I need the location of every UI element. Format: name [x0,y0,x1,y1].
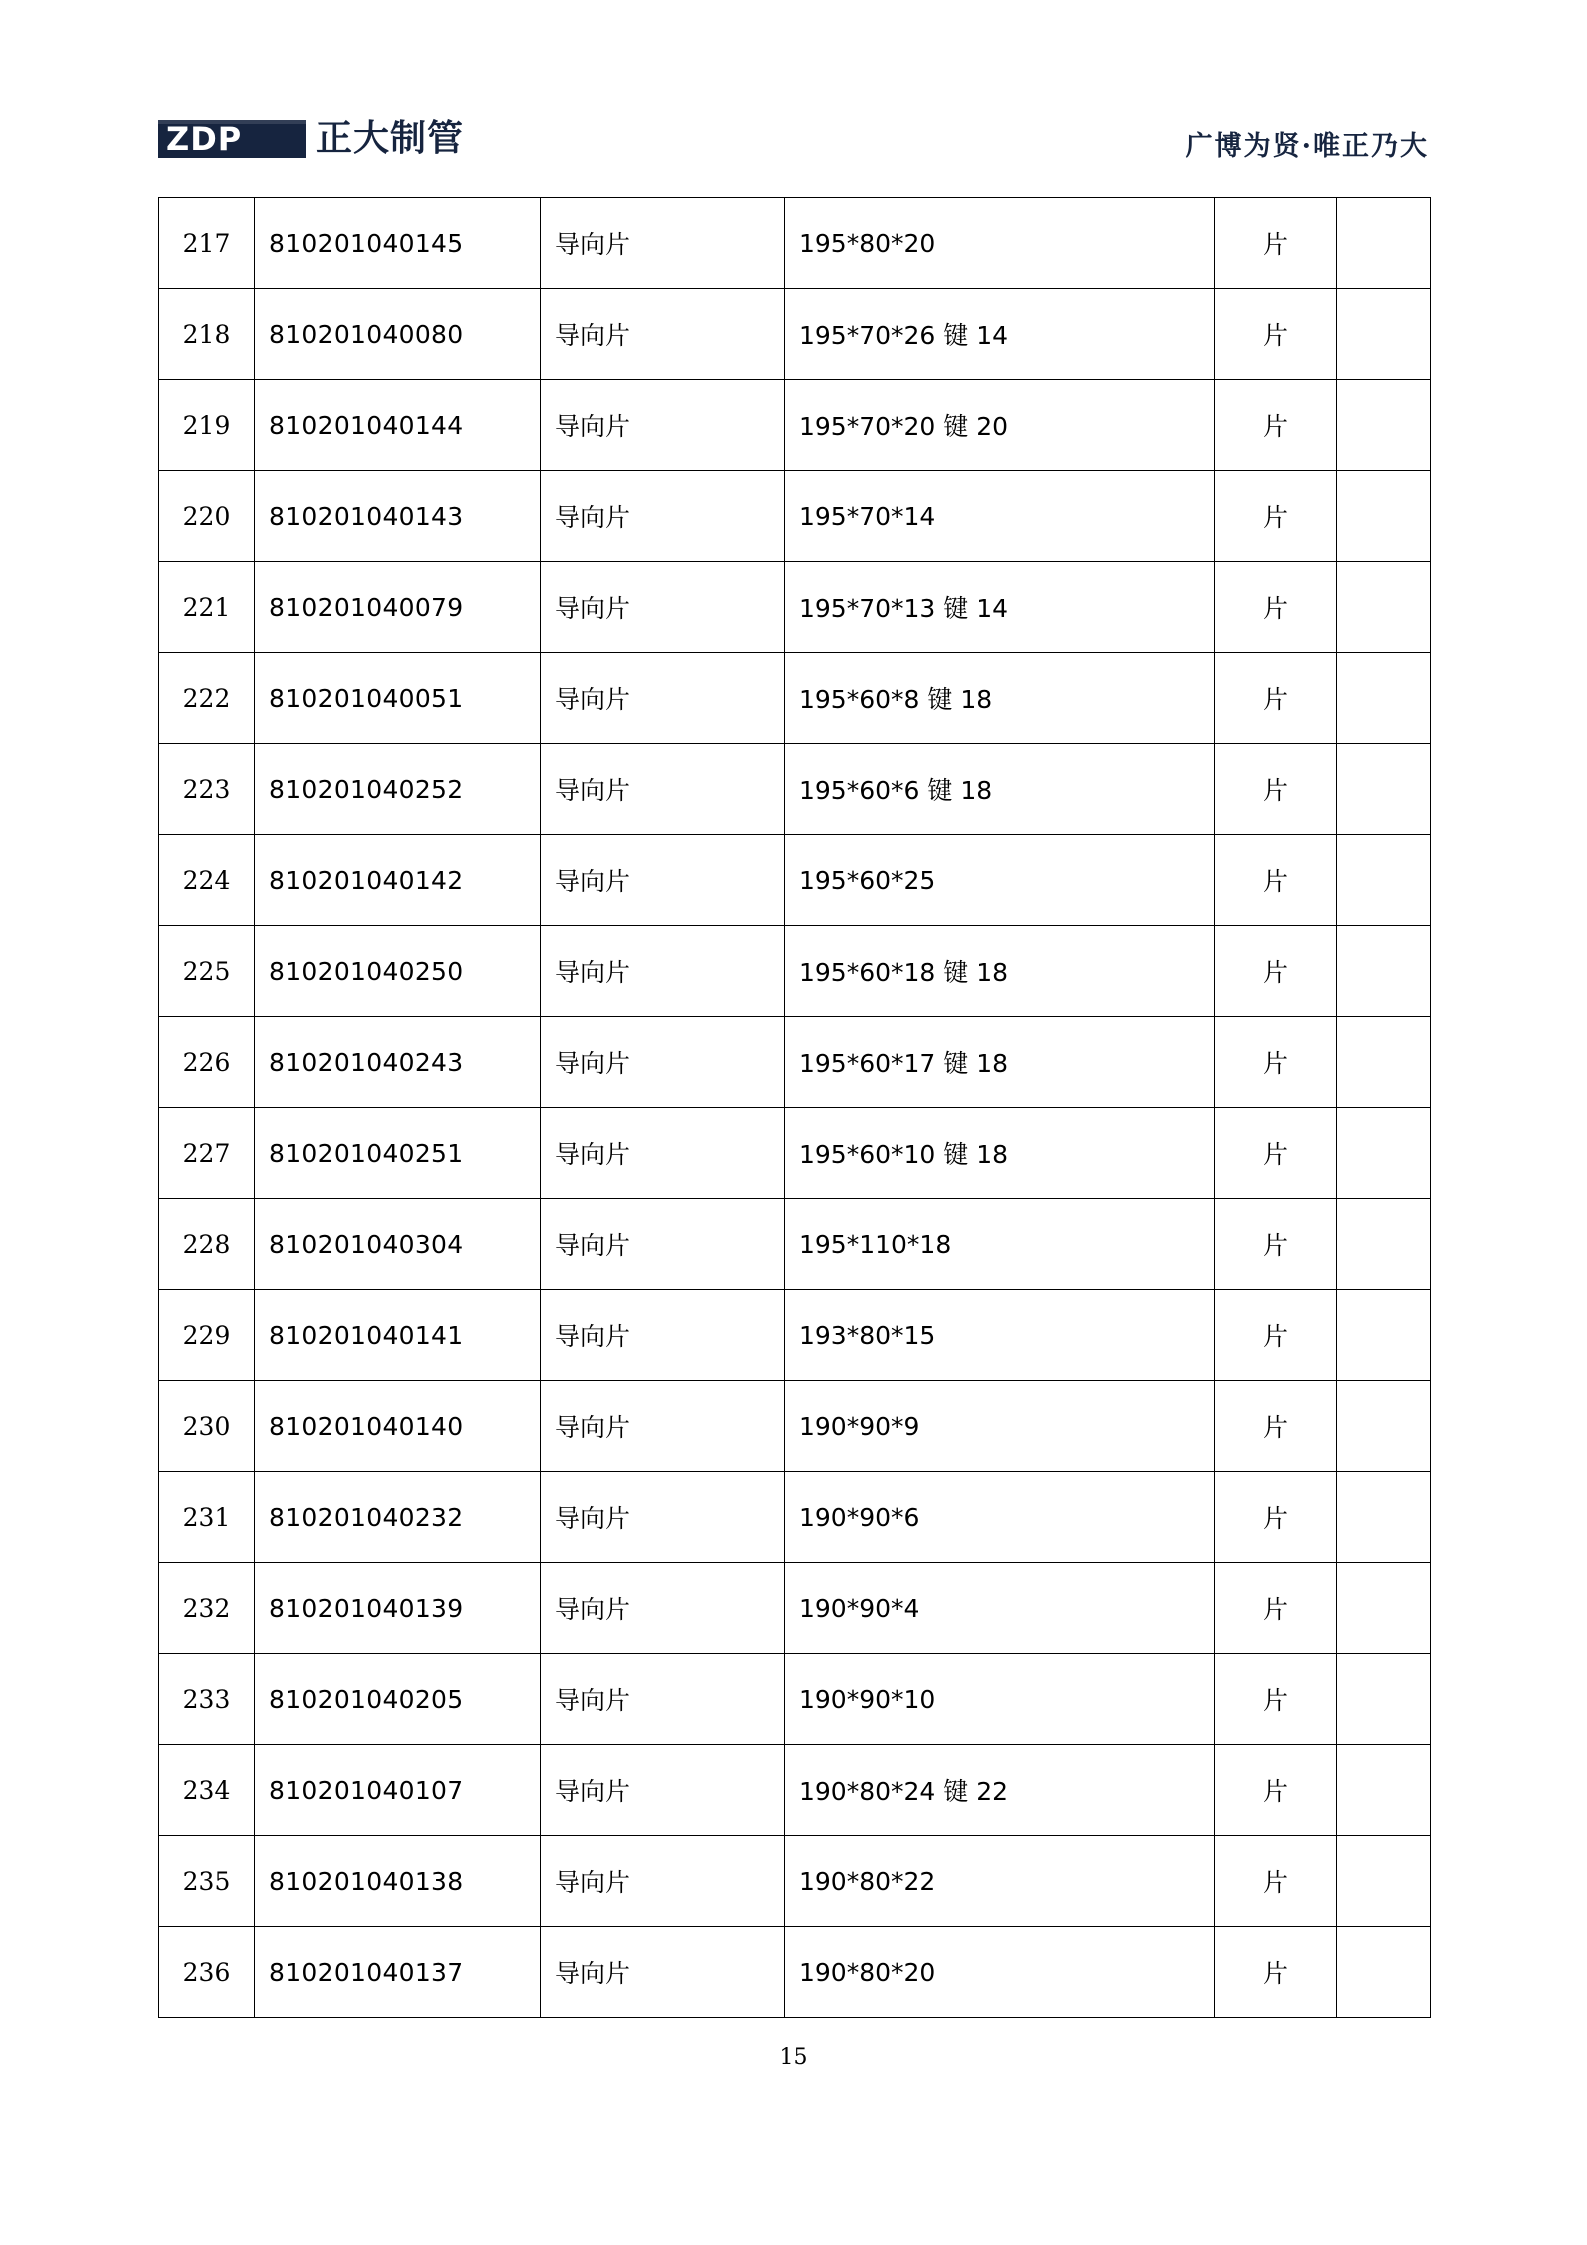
cell-index: 233 [159,1654,255,1745]
table-row [159,1290,1431,1381]
cell-blank [1337,562,1431,653]
cell-code: 810201040140 [255,1381,541,1472]
cell-blank [1337,471,1431,562]
table-row [159,1381,1431,1472]
table-row [159,744,1431,835]
table-row [159,1108,1431,1199]
cell-index: 217 [159,198,255,289]
cell-blank [1337,744,1431,835]
cell-code: 810201040304 [255,1199,541,1290]
cell-name: 导向片 [541,1927,785,2018]
cell-code: 810201040051 [255,653,541,744]
cell-index: 218 [159,289,255,380]
cell-blank [1337,835,1431,926]
cell-code: 810201040138 [255,1836,541,1927]
table-row [159,1836,1431,1927]
cell-spec: 195*60*8 键 18 [785,653,1215,744]
cell-unit: 片 [1215,926,1337,1017]
cell-unit: 片 [1215,744,1337,835]
cell-unit: 片 [1215,289,1337,380]
cell-name: 导向片 [541,1290,785,1381]
cell-spec: 190*90*9 [785,1381,1215,1472]
cell-blank [1337,289,1431,380]
cell-spec: 195*70*13 键 14 [785,562,1215,653]
table-row [159,562,1431,653]
table-row [159,1017,1431,1108]
cell-code: 810201040139 [255,1563,541,1654]
cell-index: 228 [159,1199,255,1290]
cell-unit: 片 [1215,1836,1337,1927]
cell-unit: 片 [1215,471,1337,562]
cell-spec: 190*90*4 [785,1563,1215,1654]
cell-code: 810201040141 [255,1290,541,1381]
company-slogan: 广博为贤·唯正乃大 [1185,131,1429,162]
cell-index: 231 [159,1472,255,1563]
table-row [159,471,1431,562]
cell-unit: 片 [1215,198,1337,289]
cell-index: 224 [159,835,255,926]
cell-index: 225 [159,926,255,1017]
cell-blank [1337,380,1431,471]
cell-name: 导向片 [541,562,785,653]
cell-blank [1337,1017,1431,1108]
cell-spec: 195*60*18 键 18 [785,926,1215,1017]
cell-index: 219 [159,380,255,471]
cell-name: 导向片 [541,1472,785,1563]
cell-blank [1337,1654,1431,1745]
cell-index: 223 [159,744,255,835]
cell-index: 232 [159,1563,255,1654]
cell-code: 810201040137 [255,1927,541,2018]
page-number: 15 [779,2045,808,2070]
cell-name: 导向片 [541,926,785,1017]
table-row [159,289,1431,380]
cell-unit: 片 [1215,835,1337,926]
cell-spec: 195*70*26 键 14 [785,289,1215,380]
zdp-logo-icon [158,118,306,160]
cell-code: 810201040250 [255,926,541,1017]
cell-index: 229 [159,1290,255,1381]
cell-blank [1337,1563,1431,1654]
cell-spec: 195*70*14 [785,471,1215,562]
cell-name: 导向片 [541,471,785,562]
cell-name: 导向片 [541,1108,785,1199]
table-row [159,1199,1431,1290]
cell-unit: 片 [1215,1108,1337,1199]
cell-name: 导向片 [541,1199,785,1290]
cell-spec: 195*60*25 [785,835,1215,926]
cell-code: 810201040107 [255,1745,541,1836]
cell-name: 导向片 [541,653,785,744]
cell-index: 230 [159,1381,255,1472]
cell-code: 810201040205 [255,1654,541,1745]
svg-text:ZDP: ZDP [166,120,243,158]
cell-code: 810201040243 [255,1017,541,1108]
cell-index: 226 [159,1017,255,1108]
table-row [159,1563,1431,1654]
cell-name: 导向片 [541,1836,785,1927]
cell-index: 234 [159,1745,255,1836]
cell-code: 810201040144 [255,380,541,471]
cell-blank [1337,198,1431,289]
cell-spec: 195*70*20 键 20 [785,380,1215,471]
cell-spec: 195*80*20 [785,198,1215,289]
cell-index: 235 [159,1836,255,1927]
cell-code: 810201040232 [255,1472,541,1563]
cell-code: 810201040252 [255,744,541,835]
cell-unit: 片 [1215,1017,1337,1108]
cell-blank [1337,1290,1431,1381]
company-logo [158,118,464,160]
parts-table-body [159,198,1431,2018]
cell-unit: 片 [1215,1563,1337,1654]
cell-spec: 195*60*10 键 18 [785,1108,1215,1199]
cell-name: 导向片 [541,1654,785,1745]
cell-name: 导向片 [541,198,785,289]
cell-name: 导向片 [541,1563,785,1654]
cell-blank [1337,1745,1431,1836]
cell-blank [1337,1836,1431,1927]
table-row [159,653,1431,744]
cell-name: 导向片 [541,835,785,926]
table-row [159,198,1431,289]
company-name: 正大制管 [316,118,465,159]
cell-code: 810201040080 [255,289,541,380]
cell-name: 导向片 [541,289,785,380]
cell-blank [1337,653,1431,744]
table-row [159,1472,1431,1563]
table-row [159,380,1431,471]
cell-spec: 190*80*20 [785,1927,1215,2018]
parts-table [158,197,1431,2018]
cell-unit: 片 [1215,653,1337,744]
cell-blank [1337,1472,1431,1563]
cell-code: 810201040145 [255,198,541,289]
cell-unit: 片 [1215,1472,1337,1563]
cell-unit: 片 [1215,1290,1337,1381]
cell-unit: 片 [1215,1654,1337,1745]
cell-spec: 193*80*15 [785,1290,1215,1381]
cell-code: 810201040079 [255,562,541,653]
cell-blank [1337,1381,1431,1472]
cell-name: 导向片 [541,1745,785,1836]
cell-unit: 片 [1215,380,1337,471]
cell-index: 220 [159,471,255,562]
table-row [159,1927,1431,2018]
cell-blank [1337,1199,1431,1290]
cell-spec: 190*80*24 键 22 [785,1745,1215,1836]
cell-index: 227 [159,1108,255,1199]
cell-blank [1337,1108,1431,1199]
table-row [159,1745,1431,1836]
cell-blank [1337,926,1431,1017]
cell-unit: 片 [1215,1199,1337,1290]
cell-index: 236 [159,1927,255,2018]
cell-spec: 195*60*17 键 18 [785,1017,1215,1108]
table-row [159,835,1431,926]
parts-table-container [158,197,1430,2018]
cell-unit: 片 [1215,1381,1337,1472]
table-row [159,1654,1431,1745]
cell-name: 导向片 [541,744,785,835]
cell-name: 导向片 [541,1381,785,1472]
table-row [159,926,1431,1017]
cell-code: 810201040142 [255,835,541,926]
cell-spec: 195*60*6 键 18 [785,744,1215,835]
cell-unit: 片 [1215,1745,1337,1836]
cell-index: 222 [159,653,255,744]
cell-unit: 片 [1215,1927,1337,2018]
cell-spec: 190*90*6 [785,1472,1215,1563]
cell-code: 810201040251 [255,1108,541,1199]
cell-spec: 190*80*22 [785,1836,1215,1927]
cell-index: 221 [159,562,255,653]
cell-name: 导向片 [541,380,785,471]
cell-blank [1337,1927,1431,2018]
cell-name: 导向片 [541,1017,785,1108]
cell-code: 810201040143 [255,471,541,562]
cell-spec: 195*110*18 [785,1199,1215,1290]
page-header [158,118,1429,178]
cell-unit: 片 [1215,562,1337,653]
page-footer [0,2045,1587,2070]
cell-spec: 190*90*10 [785,1654,1215,1745]
